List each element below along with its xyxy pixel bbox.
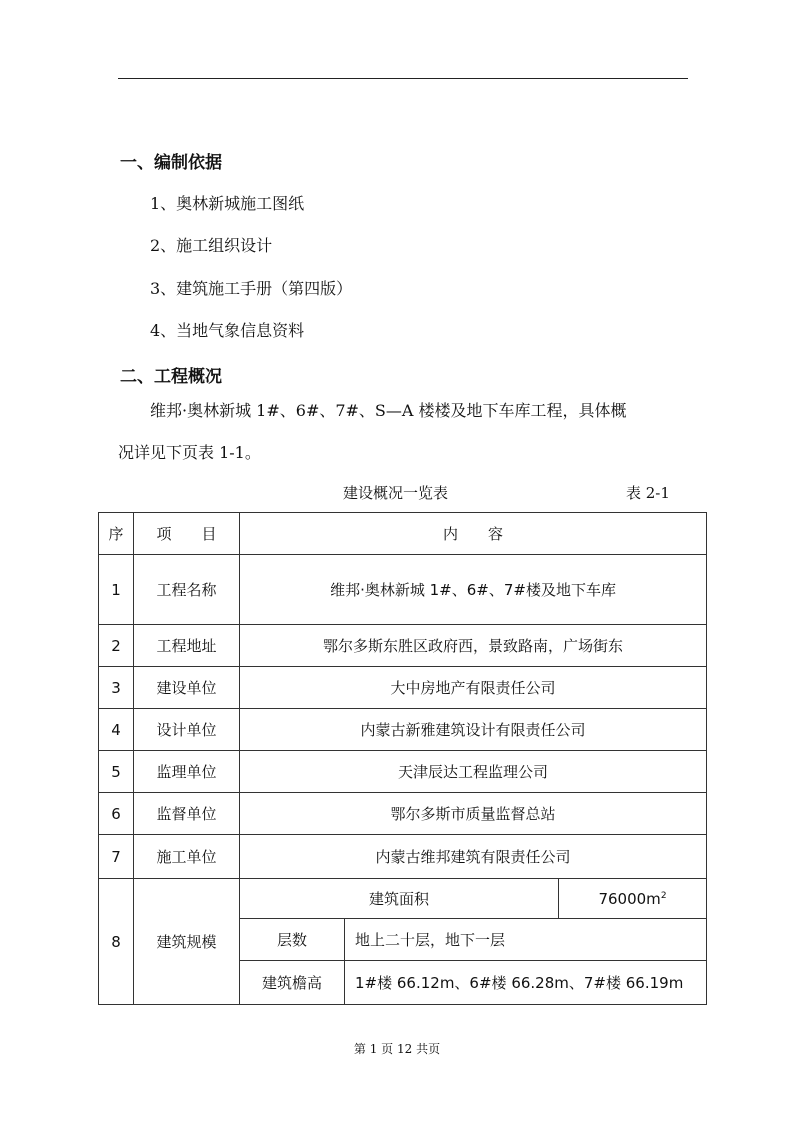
- row-no: 8: [99, 879, 134, 1005]
- area-unit-superscript: 2: [660, 890, 667, 901]
- area-value-number: 76000m: [598, 889, 661, 908]
- row-item: 工程地址: [134, 625, 240, 667]
- overview-paragraph-line2: 况详见下页表 1-1。: [118, 443, 261, 462]
- basis-item-2: 2、施工组织设计: [150, 236, 273, 255]
- area-value: [559, 879, 707, 919]
- table-row: [99, 625, 707, 667]
- header-item: 项 目: [134, 513, 240, 555]
- table-row: [99, 751, 707, 793]
- row-no: 7: [99, 835, 134, 879]
- table-caption: 建设概况一览表: [343, 484, 449, 502]
- row-content: 天津辰达工程监理公司: [240, 751, 707, 793]
- floors-label: 层数: [240, 919, 345, 961]
- basis-item-3: 3、建筑施工手册（第四版）: [150, 279, 353, 298]
- floors-value: 地上二十层，地下一层: [345, 919, 707, 961]
- row-no: 3: [99, 667, 134, 709]
- row-no: 2: [99, 625, 134, 667]
- row-item: 设计单位: [134, 709, 240, 751]
- row-content: 内蒙古新雅建筑设计有限责任公司: [240, 709, 707, 751]
- section-heading-basis: 一、编制依据: [120, 153, 222, 173]
- page-footer: 第 1 页 12 共页: [353, 1042, 441, 1056]
- row-no: 1: [99, 555, 134, 625]
- area-label: 建筑面积: [240, 879, 559, 919]
- height-label: 建筑檐高: [240, 961, 345, 1005]
- row-item: 建筑规模: [134, 879, 240, 1005]
- section-heading-overview: 二、工程概况: [120, 367, 222, 387]
- row-item: 监理单位: [134, 751, 240, 793]
- basis-item-4: 4、当地气象信息资料: [150, 321, 305, 340]
- row-no: 6: [99, 793, 134, 835]
- row-no: 5: [99, 751, 134, 793]
- table-row: [99, 709, 707, 751]
- row-content: 鄂尔多斯东胜区政府西，景致路南，广场街东: [240, 625, 707, 667]
- row-content: 内蒙古维邦建筑有限责任公司: [240, 835, 707, 879]
- table-number: 表 2-1: [626, 484, 670, 502]
- table-row: [99, 667, 707, 709]
- row-item: 施工单位: [134, 835, 240, 879]
- row-item: 建设单位: [134, 667, 240, 709]
- header-rule: [118, 78, 688, 79]
- row-content: 大中房地产有限责任公司: [240, 667, 707, 709]
- header-content: 内 容: [240, 513, 707, 555]
- basis-item-1: 1、奥林新城施工图纸: [150, 194, 305, 213]
- row-no: 4: [99, 709, 134, 751]
- table-row: [99, 835, 707, 879]
- table-row-scale-area: [99, 879, 707, 919]
- row-item: 工程名称: [134, 555, 240, 625]
- table-header-row: [99, 513, 707, 555]
- header-no: 序: [99, 513, 134, 555]
- height-value: 1#楼 66.12m、6#楼 66.28m、7#楼 66.19m: [345, 961, 707, 1005]
- row-content: 维邦·奥林新城 1#、6#、7#楼及地下车库: [240, 555, 707, 625]
- row-item: 监督单位: [134, 793, 240, 835]
- overview-paragraph-line1: 维邦·奥林新城 1#、6#、7#、S—A 楼楼及地下车库工程，具体概: [150, 401, 627, 420]
- table-row: [99, 793, 707, 835]
- construction-overview-table: [98, 512, 707, 1005]
- table-row: [99, 555, 707, 625]
- row-content: 鄂尔多斯市质量监督总站: [240, 793, 707, 835]
